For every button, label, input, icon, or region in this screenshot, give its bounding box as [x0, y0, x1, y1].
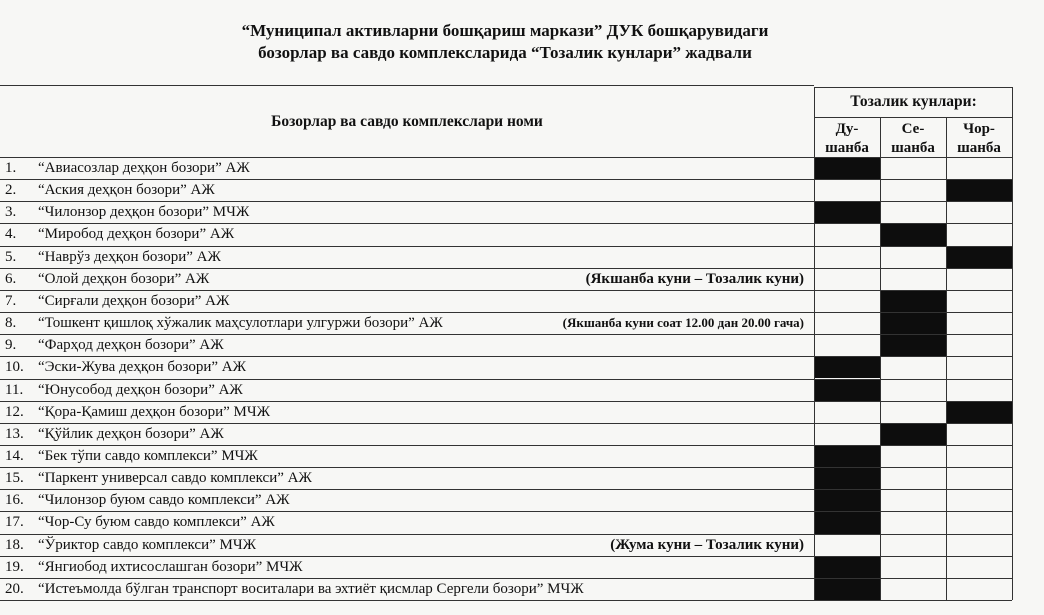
empty-day-cell	[947, 158, 1012, 179]
cleaning-day-mark	[815, 490, 880, 511]
cleaning-day-mark	[815, 579, 880, 600]
row-divider	[0, 489, 1012, 490]
table-row	[0, 511, 814, 533]
row-number: 4.	[5, 226, 17, 243]
market-name: “Чилонзор буюм савдо комплекси” АЖ	[38, 492, 290, 509]
cleaning-day-mark	[947, 180, 1012, 201]
table-row	[0, 534, 814, 556]
empty-day-cell	[881, 247, 946, 268]
table-row	[0, 356, 814, 378]
empty-day-cell	[815, 291, 880, 312]
empty-day-cell	[815, 535, 880, 556]
cleaning-day-mark	[881, 224, 946, 245]
row-number: 3.	[5, 204, 17, 221]
empty-day-cell	[947, 468, 1012, 489]
row-divider	[0, 556, 1012, 557]
empty-day-cell	[947, 535, 1012, 556]
row-divider	[0, 312, 1012, 313]
empty-day-cell	[947, 313, 1012, 334]
row-number: 20.	[5, 580, 24, 597]
row-divider	[0, 401, 1012, 402]
cleaning-day-mark	[815, 468, 880, 489]
empty-day-cell	[815, 335, 880, 356]
empty-day-cell	[947, 269, 1012, 290]
cleaning-day-mark	[815, 357, 880, 378]
empty-day-cell	[947, 335, 1012, 356]
header-day-wednesday: Чор- шанба	[957, 121, 1001, 156]
group-sub-border	[814, 117, 1013, 118]
cleaning-day-mark	[881, 291, 946, 312]
market-name: “Қора-Қамиш деҳқон бозори” МЧЖ	[38, 403, 271, 420]
table-row	[0, 179, 814, 201]
header-day-monday: Ду- шанба	[825, 121, 869, 156]
row-number: 9.	[5, 337, 17, 354]
row-number: 12.	[5, 403, 24, 420]
market-name: “Чилонзор деҳқон бозори” МЧЖ	[38, 204, 250, 221]
empty-day-cell	[881, 402, 946, 423]
row-divider	[0, 179, 1012, 180]
empty-day-cell	[947, 512, 1012, 533]
row-number: 15.	[5, 470, 24, 487]
table-top-border	[0, 85, 814, 86]
cleaning-day-mark	[815, 512, 880, 533]
title-line-1: “Муниципал активларни бошқариш маркази” ДУК бошқарувидаги	[241, 21, 769, 40]
header-cleaning-days: Тозалик кунлари:	[850, 93, 977, 110]
empty-day-cell	[815, 224, 880, 245]
row-number: 8.	[5, 315, 17, 332]
table-row	[0, 312, 814, 334]
empty-day-cell	[881, 535, 946, 556]
header-name-column: Бозорлар ва савдо комплекслари номи	[271, 113, 543, 130]
table-row	[0, 556, 814, 578]
empty-day-cell	[881, 490, 946, 511]
table-row	[0, 489, 814, 511]
title-line-2: бозорлар ва савдо комплексларида “Тозалик кунлари” жадвали	[258, 43, 752, 62]
cleaning-day-mark	[881, 335, 946, 356]
table-row	[0, 223, 814, 245]
row-note: (Якшанба куни – Тозалик куни)	[585, 270, 804, 287]
market-name: “Истеъмолда бўлган транспорт воситалари ва эхтиёт қисмлар Сергели бозори” МЧЖ	[38, 580, 584, 597]
column-divider	[880, 117, 881, 600]
market-name: “Эски-Жува деҳқон бозори” АЖ	[38, 359, 247, 376]
market-name: “Фарҳод деҳқон бозори” АЖ	[38, 337, 224, 354]
row-number: 14.	[5, 447, 24, 464]
cleaning-day-mark	[815, 158, 880, 179]
table-row	[0, 467, 814, 489]
cleaning-day-mark	[947, 247, 1012, 268]
group-top-border	[814, 87, 1013, 88]
empty-day-cell	[881, 446, 946, 467]
market-name: “Чор-Су буюм савдо комплекси” АЖ	[38, 514, 275, 531]
row-divider	[0, 423, 1012, 424]
empty-day-cell	[881, 468, 946, 489]
row-divider	[0, 600, 1012, 601]
market-name: “Бек тўпи савдо комплекси” МЧЖ	[38, 447, 258, 464]
table-row	[0, 401, 814, 423]
market-name: “Янгиобод ихтисослашган бозори” МЧЖ	[38, 558, 303, 575]
row-number: 2.	[5, 182, 17, 199]
empty-day-cell	[947, 579, 1012, 600]
table-row	[0, 578, 814, 600]
empty-day-cell	[881, 180, 946, 201]
row-note: (Жума куни – Тозалик куни)	[610, 536, 804, 553]
row-number: 5.	[5, 248, 17, 265]
column-divider	[1012, 87, 1013, 600]
table-row	[0, 290, 814, 312]
empty-day-cell	[881, 269, 946, 290]
market-name: “Юнусобод деҳқон бозори” АЖ	[38, 381, 243, 398]
row-number: 16.	[5, 492, 24, 509]
row-number: 13.	[5, 425, 24, 442]
cleaning-day-mark	[815, 446, 880, 467]
table-row	[0, 157, 814, 179]
row-divider	[0, 157, 1012, 158]
market-name: “Аския деҳқон бозори” АЖ	[38, 182, 215, 199]
table-row	[0, 201, 814, 223]
row-number: 18.	[5, 536, 24, 553]
empty-day-cell	[947, 224, 1012, 245]
empty-day-cell	[947, 380, 1012, 401]
empty-day-cell	[815, 402, 880, 423]
row-divider	[0, 534, 1012, 535]
table-row	[0, 423, 814, 445]
empty-day-cell	[881, 357, 946, 378]
column-divider	[814, 87, 815, 600]
column-divider	[946, 117, 947, 600]
cleaning-day-mark	[815, 380, 880, 401]
empty-day-cell	[815, 313, 880, 334]
row-divider	[0, 223, 1012, 224]
row-divider	[0, 379, 1012, 380]
row-divider	[0, 246, 1012, 247]
empty-day-cell	[947, 490, 1012, 511]
empty-day-cell	[881, 579, 946, 600]
market-name: “Паркент универсал савдо комплекси” АЖ	[38, 470, 312, 487]
market-name: “Тошкент қишлоқ хўжалик маҳсулотлари улгуржи бозори” АЖ	[38, 315, 443, 332]
empty-day-cell	[881, 202, 946, 223]
row-divider	[0, 445, 1012, 446]
empty-day-cell	[947, 446, 1012, 467]
table-row	[0, 246, 814, 268]
document-title	[0, 20, 1010, 64]
table-row	[0, 445, 814, 467]
row-number: 19.	[5, 558, 24, 575]
market-name: “Миробод деҳқон бозори” АЖ	[38, 226, 235, 243]
row-divider	[0, 201, 1012, 202]
market-name: “Қўйлик деҳқон бозори” АЖ	[38, 425, 224, 442]
cleaning-day-mark	[947, 402, 1012, 423]
table-row	[0, 268, 814, 290]
row-divider	[0, 356, 1012, 357]
row-number: 1.	[5, 160, 17, 176]
empty-day-cell	[881, 557, 946, 578]
row-number: 10.	[5, 359, 24, 376]
empty-day-cell	[947, 557, 1012, 578]
row-divider	[0, 511, 1012, 512]
cleaning-day-mark	[881, 424, 946, 445]
row-divider	[0, 467, 1012, 468]
empty-day-cell	[815, 424, 880, 445]
cleaning-day-mark	[815, 557, 880, 578]
market-name: “Сирғали деҳқон бозори” АЖ	[38, 292, 230, 309]
cleaning-day-mark	[881, 313, 946, 334]
header-day-tuesday: Се- шанба	[891, 121, 935, 156]
market-name: “Авиасозлар деҳқон бозори” АЖ	[38, 160, 250, 176]
row-divider	[0, 578, 1012, 579]
market-name: “Наврўз деҳқон бозори” АЖ	[38, 248, 221, 265]
empty-day-cell	[947, 202, 1012, 223]
row-divider	[0, 290, 1012, 291]
empty-day-cell	[881, 512, 946, 533]
row-divider	[0, 268, 1012, 269]
market-name: “Ўриктор савдо комплекси” МЧЖ	[38, 536, 257, 553]
table-row	[0, 379, 814, 401]
empty-day-cell	[815, 247, 880, 268]
row-number: 17.	[5, 514, 24, 531]
empty-day-cell	[947, 424, 1012, 445]
empty-day-cell	[881, 380, 946, 401]
market-name: “Олой деҳқон бозори” АЖ	[38, 270, 210, 287]
empty-day-cell	[815, 180, 880, 201]
cleaning-day-mark	[815, 202, 880, 223]
table-row	[0, 334, 814, 356]
empty-day-cell	[815, 269, 880, 290]
empty-day-cell	[947, 357, 1012, 378]
row-note: (Якшанба куни соат 12.00 дан 20.00 гача)	[562, 315, 804, 331]
row-number: 6.	[5, 270, 17, 287]
row-number: 11.	[5, 381, 24, 398]
row-divider	[0, 334, 1012, 335]
empty-day-cell	[947, 291, 1012, 312]
empty-day-cell	[881, 158, 946, 179]
row-number: 7.	[5, 292, 17, 309]
